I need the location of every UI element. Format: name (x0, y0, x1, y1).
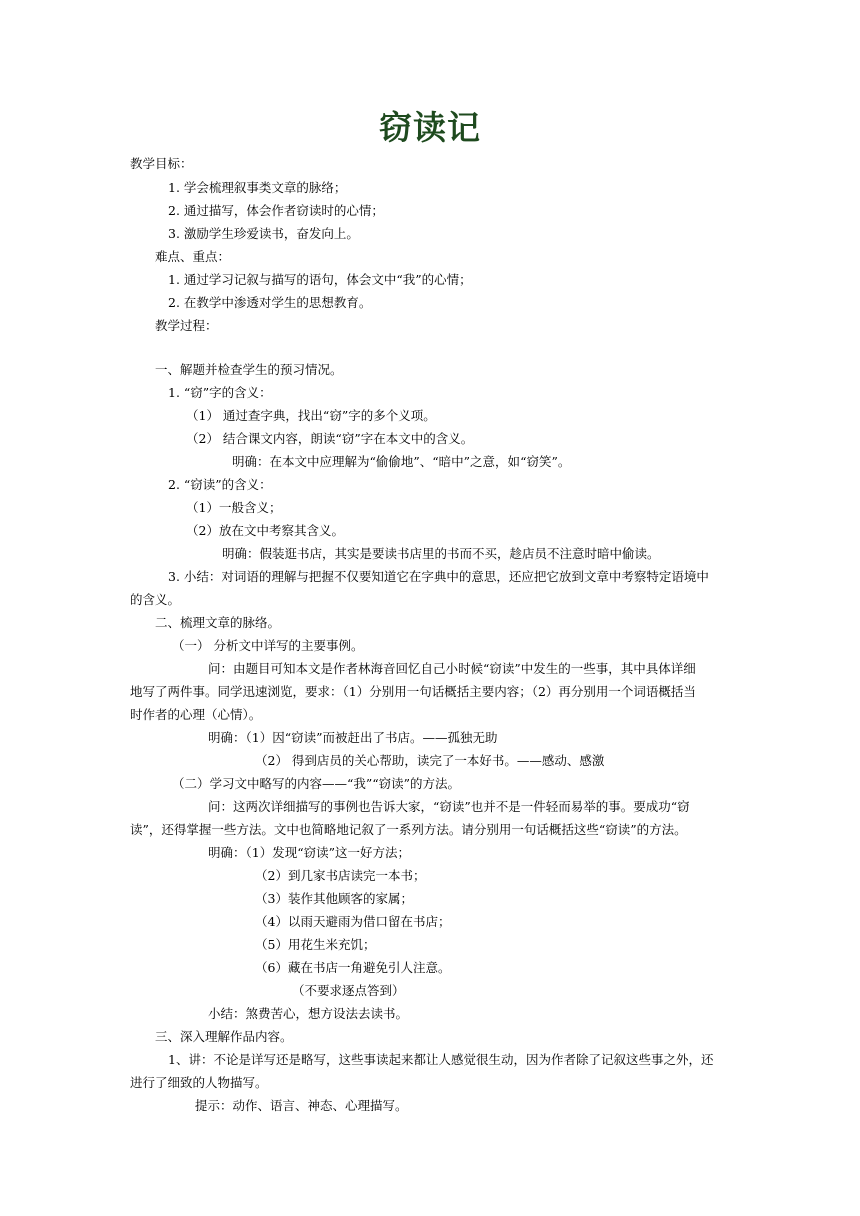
answer-line: （4）以雨天避雨为借口留在书店； (255, 914, 451, 929)
answer-line: 明确：（1）发现“窃读”这一好方法； (208, 845, 410, 860)
answer-line: （3）装作其他顾客的家属； (255, 891, 413, 906)
question-line: 时作者的心理（心情）。 (130, 707, 262, 722)
section-heading: 教学过程： (155, 318, 218, 333)
part-heading: 二、梳理文章的脉络。 (155, 615, 281, 630)
summary-line: 小结：煞费苦心，想方设法去读书。 (208, 1006, 409, 1021)
note-line: （不要求逐点答到） (292, 983, 405, 998)
goal-item: 1. 学会梳理叙事类文章的脉络； (168, 180, 347, 195)
question-line: 读”，还得掌握一些方法。文中也简略地记叙了一系列方法。请分别用一句话概括这些“窃读”的方法。 (130, 822, 687, 837)
part-heading: 一、解题并检查学生的预习情况。 (155, 362, 343, 377)
section-heading: 难点、重点： (155, 249, 231, 264)
list-item: （2） 结合课文内容，朗读“窃”字在本文中的含义。 (186, 431, 474, 446)
question-line: 问：这两次详细描写的事例也告诉大家，“窃读”也并不是一件轻而易举的事。要成功“窃 (208, 799, 690, 814)
part-heading: 三、深入理解作品内容。 (155, 1029, 293, 1044)
answer-line: 明确：在本文中应理解为“偷偷地”、“暗中”之意，如“窃笑”。 (232, 454, 571, 469)
subpoint: 2. “窃读”的含义： (168, 477, 272, 492)
answer-line: （2）到几家书店读完一本书； (255, 868, 426, 883)
summary-line: 3. 小结：对词语的理解与把握不仅要知道它在字典中的意思，还应把它放到文章中考察特定语境中 (168, 569, 709, 584)
answer-line: （5）用花生米充饥； (255, 937, 376, 952)
goal-item: 2. 通过描写，体会作者窃读时的心情； (168, 203, 384, 218)
answer-line: 明确：假装逛书店，其实是要读书店里的书而不买，趁店员不注意时暗中偷读。 (222, 546, 660, 561)
keypoint-item: 2. 在教学中渗透对学生的思想教育。 (168, 295, 372, 310)
document-title: 窃读记 (379, 108, 481, 147)
goal-item: 3. 激励学生珍爱读书，奋发向上。 (168, 226, 359, 241)
question-line: 地写了两件事。同学迅速浏览，要求：（1）分别用一句话概括主要内容；（2）再分别用一个词语概括当 (130, 684, 696, 699)
paragraph-line: 1、讲：不论是详写还是略写，这些事读起来都让人感觉很生动，因为作者除了记叙这些事之外，还 (168, 1052, 714, 1067)
section-heading: 教学目标： (130, 156, 193, 171)
paragraph-line: 进行了细致的人物描写。 (130, 1075, 268, 1090)
answer-line: （6）藏在书店一角避免引人注意。 (255, 960, 451, 975)
keypoint-item: 1. 通过学习记叙与描写的语句，体会文中“我”的心情； (168, 272, 472, 287)
list-item: （1） 通过查字典，找出“窃”字的多个义项。 (186, 408, 436, 423)
subpoint: 1. “窃”字的含义： (168, 385, 272, 400)
subpoint: （一） 分析文中详写的主要事例。 (172, 638, 364, 653)
question-line: 问：由题目可知本文是作者林海音回忆自己小时候“窃读”中发生的一些事，其中具体详细 (208, 661, 696, 676)
answer-line: 明确：（1）因“窃读”而被赶出了书店。——孤独无助 (208, 730, 498, 745)
hint-line: 提示：动作、语言、神态、心理描写。 (195, 1098, 408, 1113)
subpoint: （二）学习文中略写的内容——“我”“窃读”的方法。 (172, 776, 461, 791)
list-item: （2）放在文中考察其含义。 (186, 523, 344, 538)
list-item: （1）一般含义； (186, 500, 282, 515)
summary-line: 的含义。 (130, 592, 181, 607)
answer-line: （2） 得到店员的关心帮助，读完了一本好书。——感动、感激 (255, 753, 605, 768)
